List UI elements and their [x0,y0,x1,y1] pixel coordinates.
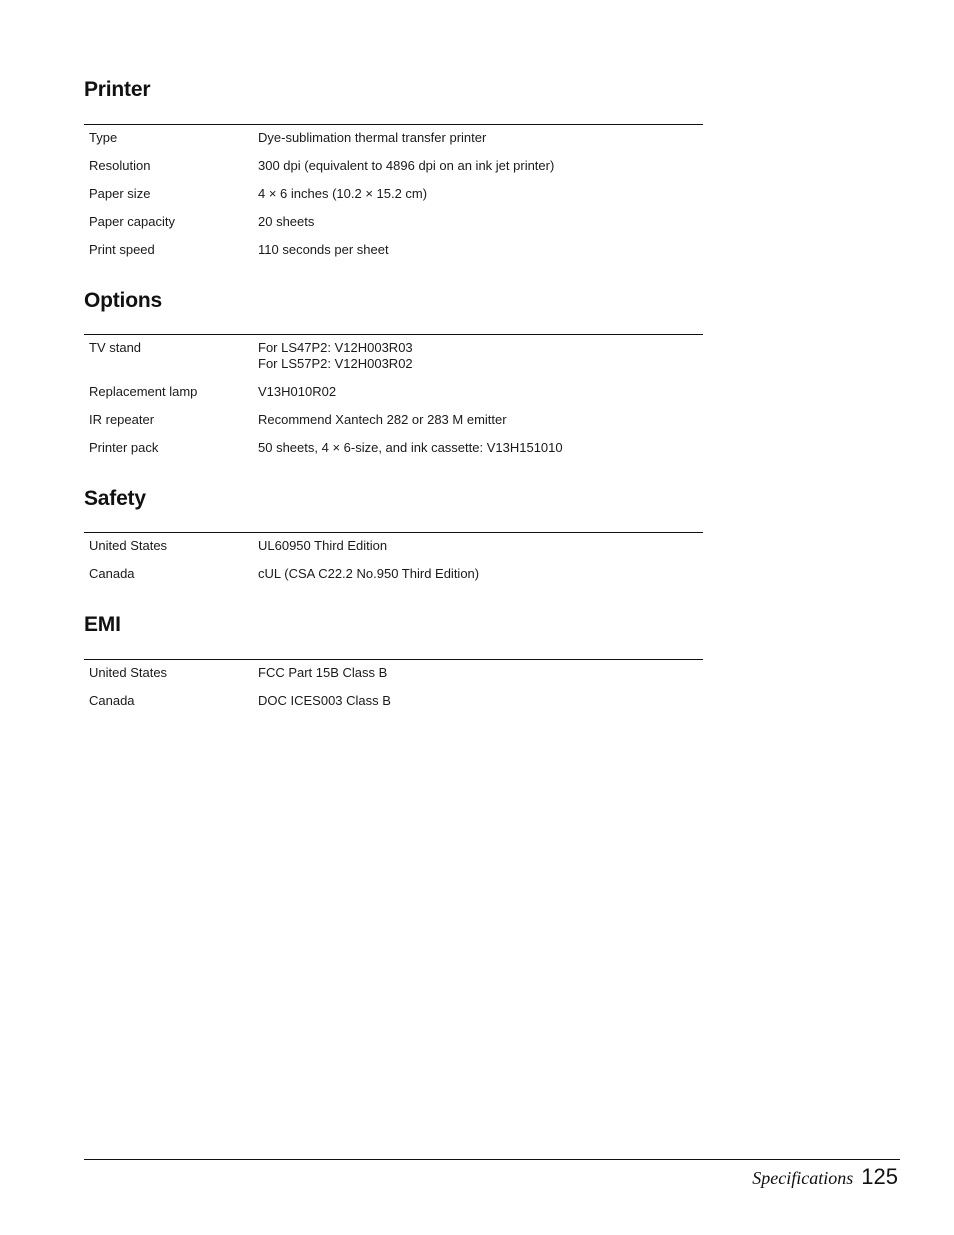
spec-value-line: 110 seconds per sheet [258,242,389,257]
spec-value [258,412,703,440]
spec-value [258,538,703,566]
table-row [84,384,703,412]
section-printer [84,78,703,257]
table-row [84,660,703,693]
spec-label: United States [89,665,168,680]
spec-label: Paper capacity [89,214,175,229]
spec-value-line: For LS57P2: V12H003R02 [258,356,413,371]
table-row [84,214,703,242]
footer-section-name: Specifications [752,1168,854,1188]
spec-value [258,665,703,693]
spec-label: TV stand [89,340,142,355]
spec-value [258,440,703,468]
spec-value-line: Recommend Xantech 282 or 283 M emitter [258,412,507,427]
spec-label: Replacement lamp [89,384,198,399]
table-row [84,533,703,566]
spec-value-line: 20 sheets [258,214,315,229]
spec-value [258,186,703,214]
spec-table-printer [84,124,703,270]
table-row [84,242,703,270]
spec-value [258,566,703,594]
spec-value-line: V13H010R02 [258,384,337,399]
section-title: Options [84,289,162,312]
spec-table-emi [84,659,703,721]
spec-value [258,214,703,242]
spec-value-line: Dye-sublimation thermal transfer printer [258,130,487,145]
section-emi [84,613,703,708]
spec-label: IR repeater [89,412,155,427]
spec-value-line: UL60950 Third Edition [258,538,388,553]
spec-label: Print speed [89,242,155,257]
table-row [84,158,703,186]
table-row [84,125,703,158]
spec-label: Canada [89,693,135,708]
page-number: 125 [861,1164,898,1189]
spec-value [258,158,703,186]
spec-label: United States [89,538,168,553]
spec-value-line: 300 dpi (equivalent to 4896 dpi on an ink jet printer) [258,158,555,173]
spec-value [258,130,703,158]
spec-value [258,384,703,412]
spec-label: Canada [89,566,135,581]
spec-value [258,340,703,384]
spec-value-line: For LS47P2: V12H003R03 [258,340,413,355]
spec-value [258,242,703,270]
section-safety [84,487,703,581]
page-footer [752,1164,898,1190]
spec-value-line: 4 × 6 inches (10.2 × 15.2 cm) [258,186,428,201]
spec-label: Type [89,130,118,145]
table-row [84,440,703,468]
spec-label: Resolution [89,158,151,173]
section-title: Printer [84,78,151,101]
spec-label: Paper size [89,186,151,201]
table-row [84,335,703,384]
section-title: Safety [84,487,146,510]
spec-value-line: FCC Part 15B Class B [258,665,388,680]
footer-divider [84,1159,900,1160]
spec-table-options [84,334,703,468]
spec-label: Printer pack [89,440,159,455]
section-title: EMI [84,613,121,636]
table-row [84,412,703,440]
table-row [84,186,703,214]
spec-value-line: DOC ICES003 Class B [258,693,391,708]
table-row [84,693,703,721]
spec-value-line: cUL (CSA C22.2 No.950 Third Edition) [258,566,480,581]
spec-value-line: 50 sheets, 4 × 6-size, and ink cassette: V13H151010 [258,440,563,455]
table-row [84,566,703,594]
spec-table-safety [84,532,703,594]
section-options [84,289,703,455]
spec-value [258,693,703,721]
